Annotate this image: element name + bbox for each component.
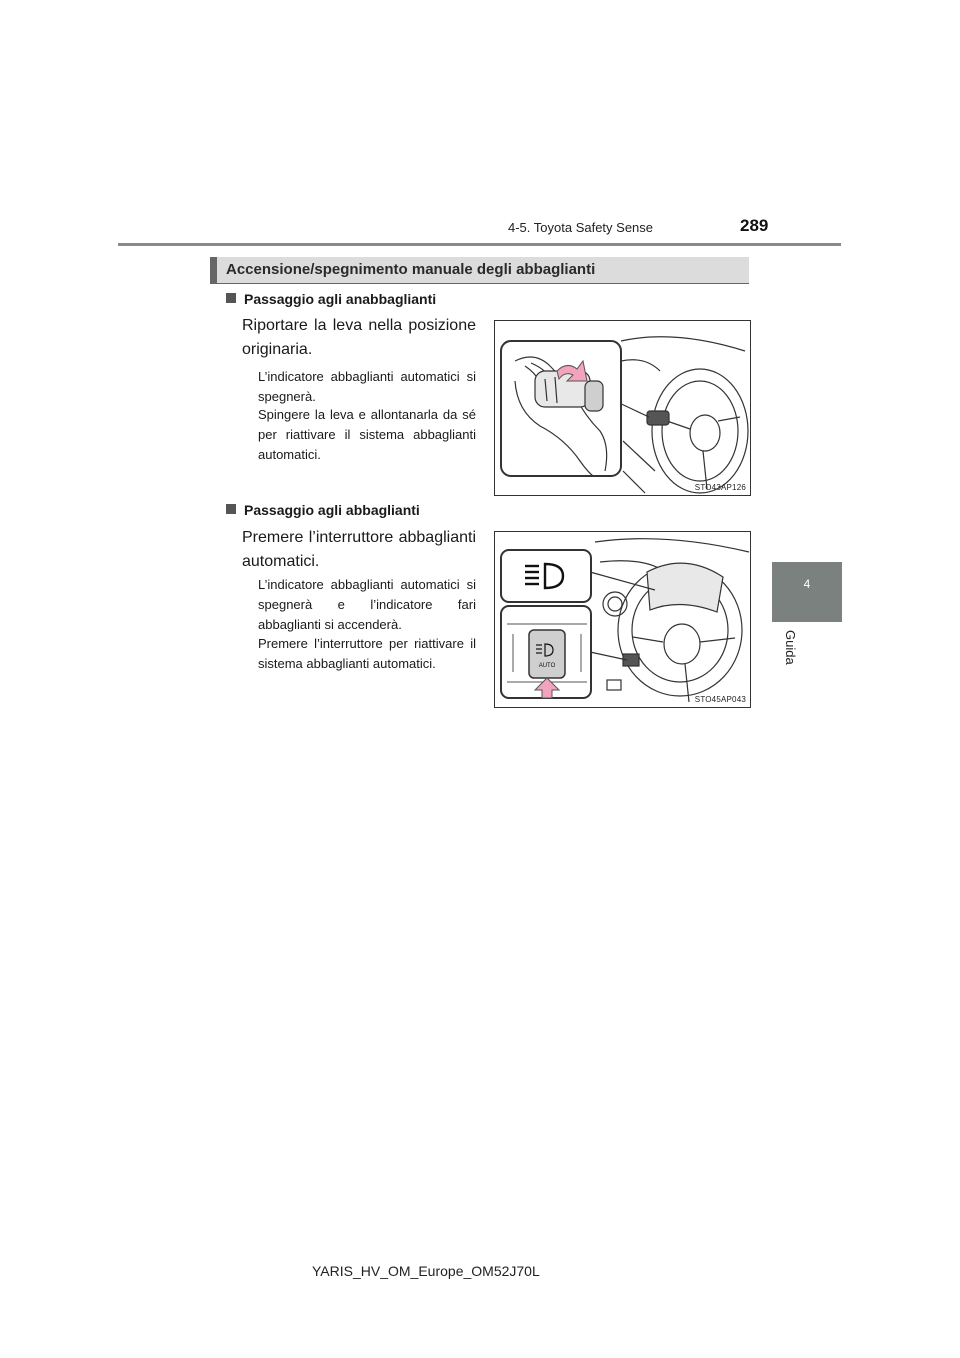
header-section-title: 4-5. Toyota Safety Sense bbox=[508, 220, 654, 235]
subheading-low-beam-text: Passaggio agli anabbaglianti bbox=[244, 291, 437, 307]
header-rule bbox=[118, 243, 841, 246]
section-bar-accent bbox=[210, 257, 217, 283]
section-title: Accensione/spegnimento manuale degli abbaglianti bbox=[226, 261, 596, 278]
note-indicator-switch: L’indicatore abbaglianti automatici si spegnerà e l’indicatore fari abbaglianti si accenderà. bbox=[258, 577, 476, 632]
auto-switch-label: AUTO bbox=[538, 663, 556, 669]
note-reactivate-switch: Premere l’interruttore per riattivare il sistema abbaglianti automatici. bbox=[258, 636, 476, 671]
square-bullet-icon bbox=[226, 504, 236, 514]
figure-switch-illustration bbox=[494, 531, 751, 708]
switch-illustration-svg bbox=[495, 532, 750, 707]
figure-code-2: STO45AP043 bbox=[694, 695, 746, 704]
chapter-tab bbox=[772, 562, 842, 622]
square-bullet-icon bbox=[226, 293, 236, 303]
chapter-number: 4 bbox=[803, 577, 811, 591]
note-indicator-off: L’indicatore abbaglianti automatici si spegnerà. bbox=[258, 369, 476, 404]
auto-switch-button bbox=[529, 630, 565, 678]
footer-manual-code: YARIS_HV_OM_Europe_OM52J70L bbox=[312, 1263, 540, 1279]
chapter-label: Guida bbox=[783, 630, 798, 665]
instruction-low-beam: Riportare la leva nella posizione originaria. bbox=[242, 317, 476, 358]
instruction-high-beam: Premere l’interruttore abbaglianti automatici. bbox=[242, 529, 476, 570]
page-number: 289 bbox=[740, 216, 769, 235]
figure-code-1: STO43AP126 bbox=[694, 483, 746, 492]
subheading-high-beam-text: Passaggio agli abbaglianti bbox=[244, 502, 420, 518]
subheading-high-beam bbox=[226, 502, 420, 518]
section-header-bar bbox=[210, 257, 749, 284]
subheading-low-beam bbox=[226, 291, 436, 307]
figure-lever-illustration bbox=[494, 320, 751, 496]
note-reactivate-lever: Spingere la leva e allontanarla da sé per riattivare il sistema abbaglianti automatici. bbox=[258, 407, 476, 462]
lever-illustration-svg bbox=[495, 321, 750, 495]
